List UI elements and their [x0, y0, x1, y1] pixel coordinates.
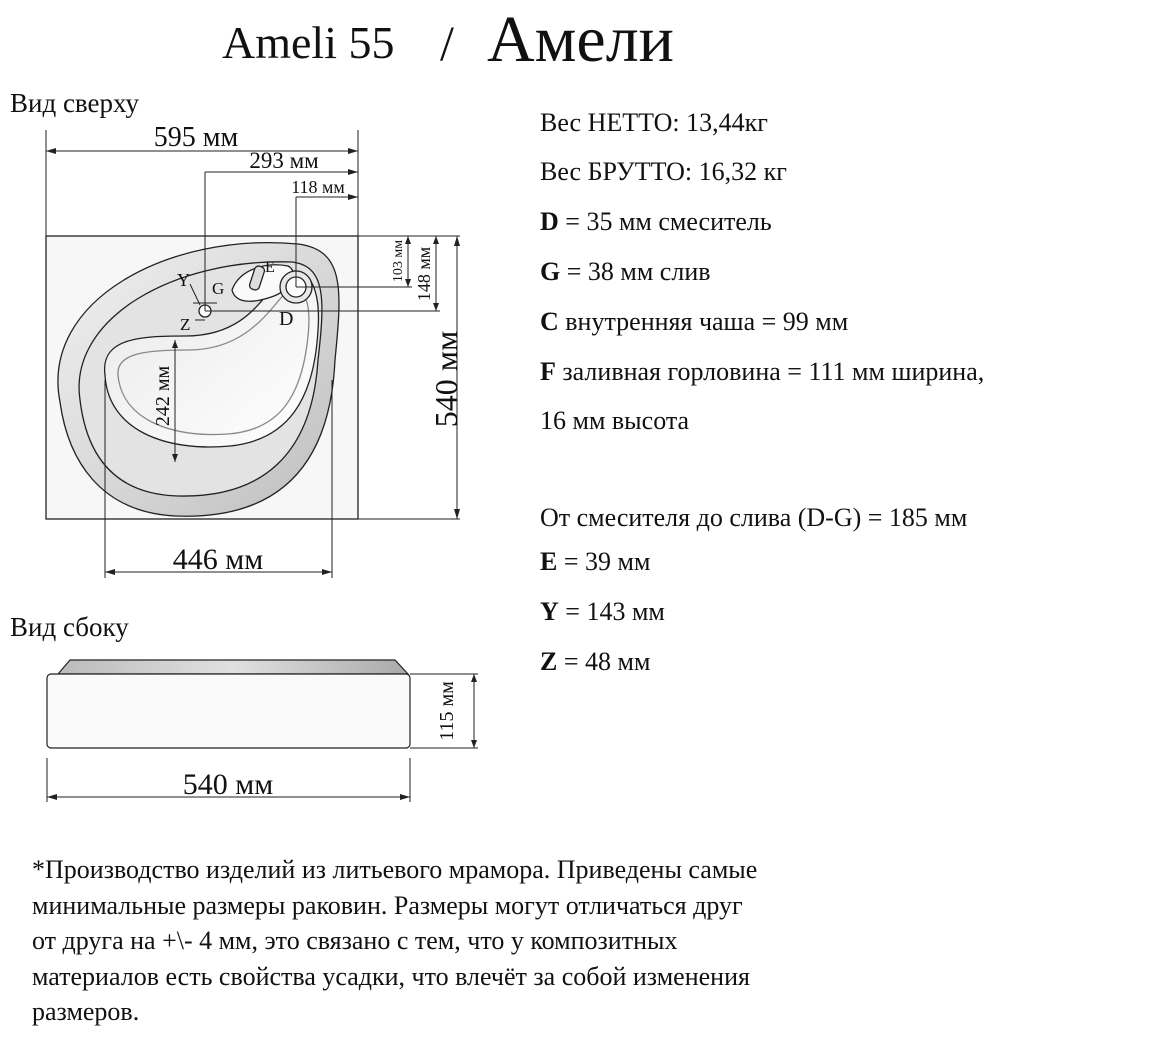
footnote-line: материалов есть свойства усадки, что влечёт за собой изменения	[32, 961, 750, 991]
footnote	[32, 852, 912, 1030]
spec-d-faucet: D = 35 мм смеситель	[540, 207, 772, 236]
spec-net-weight: Вес НЕТТО: 13,44кг	[540, 108, 768, 137]
marker-e: E	[265, 259, 275, 276]
dim-148: 148 мм	[414, 246, 434, 302]
side-view-label: Вид сбоку	[10, 612, 129, 642]
top-view-drawing	[0, 0, 520, 600]
marker-g: G	[212, 279, 225, 298]
side-view-drawing	[0, 640, 520, 810]
spec-gross-weight: Вес БРУТТО: 16,32 кг	[540, 157, 787, 186]
dim-103: 103 мм	[391, 239, 406, 283]
spec-d-g-distance: От смесителя до слива (D-G) = 185 мм	[540, 503, 968, 532]
dim-242: 242 мм	[152, 365, 174, 427]
footnote-line: от друга на +\- 4 мм, это связано с тем, что у композитных	[32, 926, 678, 955]
marker-z: Z	[180, 315, 191, 334]
title-separator: /	[440, 15, 454, 71]
sink-profile-top	[58, 660, 408, 674]
dim-595: 595 мм	[153, 122, 239, 153]
dim-540-depth: 540 мм	[428, 330, 464, 428]
dim-446: 446 мм	[172, 543, 264, 576]
spec-z: Z = 48 мм	[540, 647, 651, 676]
spec-c-bowl: C внутренняя чаша = 99 мм	[540, 307, 849, 336]
dim-115: 115 мм	[436, 681, 458, 741]
spec-y: Y = 143 мм	[540, 597, 665, 626]
spec-f-height: 16 мм высота	[540, 406, 690, 435]
spec-e: E = 39 мм	[540, 547, 651, 576]
footnote-line: размеров.	[32, 997, 140, 1026]
sink-profile-body	[47, 674, 410, 748]
dim-293: 293 мм	[249, 148, 319, 173]
dim-540-width: 540 мм	[182, 768, 274, 801]
title-model: Ameli 55	[222, 17, 395, 68]
spec-f-overflow: F заливная горловина = 111 мм ширина,	[540, 357, 985, 386]
top-view-label: Вид сверху	[10, 88, 139, 118]
spec-g-drain: G = 38 мм слив	[540, 257, 711, 286]
title-russian: Амели	[487, 3, 674, 76]
marker-y: Y	[177, 270, 190, 290]
footnote-line: минимальные размеры раковин. Размеры могут отличаться друг	[32, 890, 743, 920]
marker-d: D	[279, 308, 294, 330]
footnote-line: *Производство изделий из литьевого мрамора. Приведены самые	[32, 855, 758, 884]
dim-118: 118 мм	[291, 177, 345, 197]
